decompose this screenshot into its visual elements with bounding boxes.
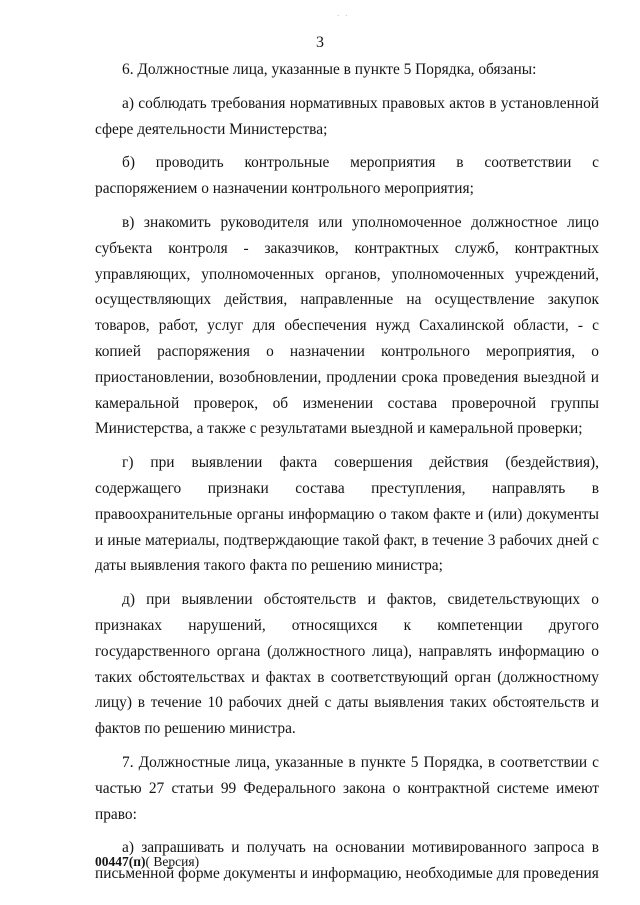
paragraph-6d: д) при выявлении обстоятельств и фактов, свидетельствующих о признаках нарушений, относящихся к компетенции другого государственного органа (должностного лица), направлять информацию о таких обстоятельствах и фактах в соответствующий орган (должностному лицу) в течение 10 рабочих дней с даты выявления таких обстоятельств и фактов по решению министра.	[95, 591, 599, 738]
paragraph-7a: а) запрашивать и получать на основании мотивированного запроса в письменной форме документы и информацию, необходимые для проведения	[95, 839, 599, 883]
page-number: 3	[316, 34, 324, 51]
paragraph-7: 7. Должностные лица, указанные в пункте 5 Порядка, в соответствии с частью 27 статьи 99 Федерального закона о контрактной системе имеют право:	[95, 753, 599, 823]
paragraph-6a: а) соблюдать требования нормативных правовых актов в установленной сфере деятельности Министерства;	[95, 94, 599, 138]
document-version: ( Версия)	[145, 854, 200, 869]
footer	[95, 854, 199, 870]
paragraph-6b: б) проводить контрольные мероприятия в соответствии с распоряжением о назначении контрольного мероприятия;	[95, 154, 599, 198]
paragraph-6g: г) при выявлении факта совершения действия (бездействия), содержащего признаки состава преступления, направлять в правоохранительные органы информацию о таком факте и (или) документы и иные материалы, подтверждающие такой факт, в течение 3 рабочих дней с даты выявления такого факта по решению министра;	[95, 454, 599, 575]
paragraph-6v: в) знакомить руководителя или уполномоченное должностное лицо субъекта контроля - заказчиков, контрактных служб, контрактных управляющих, уполномоченных органов, уполномоченных учреждений, осуществляющих действия, направленные на осуществление закупок товаров, работ, услуг для обеспечения нужд Сахалинской области, - с копией распоряжения о назначении контрольного мероприятия, о приостановлении, возобновлении, продлении срока проведения выездной и камеральной проверок, об изменении состава проверочной группы Министерства, а также с результатами выездной и камеральной проверки;	[95, 213, 599, 438]
body-text	[95, 57, 599, 895]
paragraph-6: 6. Должностные лица, указанные в пункте 5 Порядка, обязаны:	[122, 61, 537, 78]
scan-speck: · ·	[337, 12, 350, 20]
document-code: 00447(п)	[95, 854, 146, 869]
